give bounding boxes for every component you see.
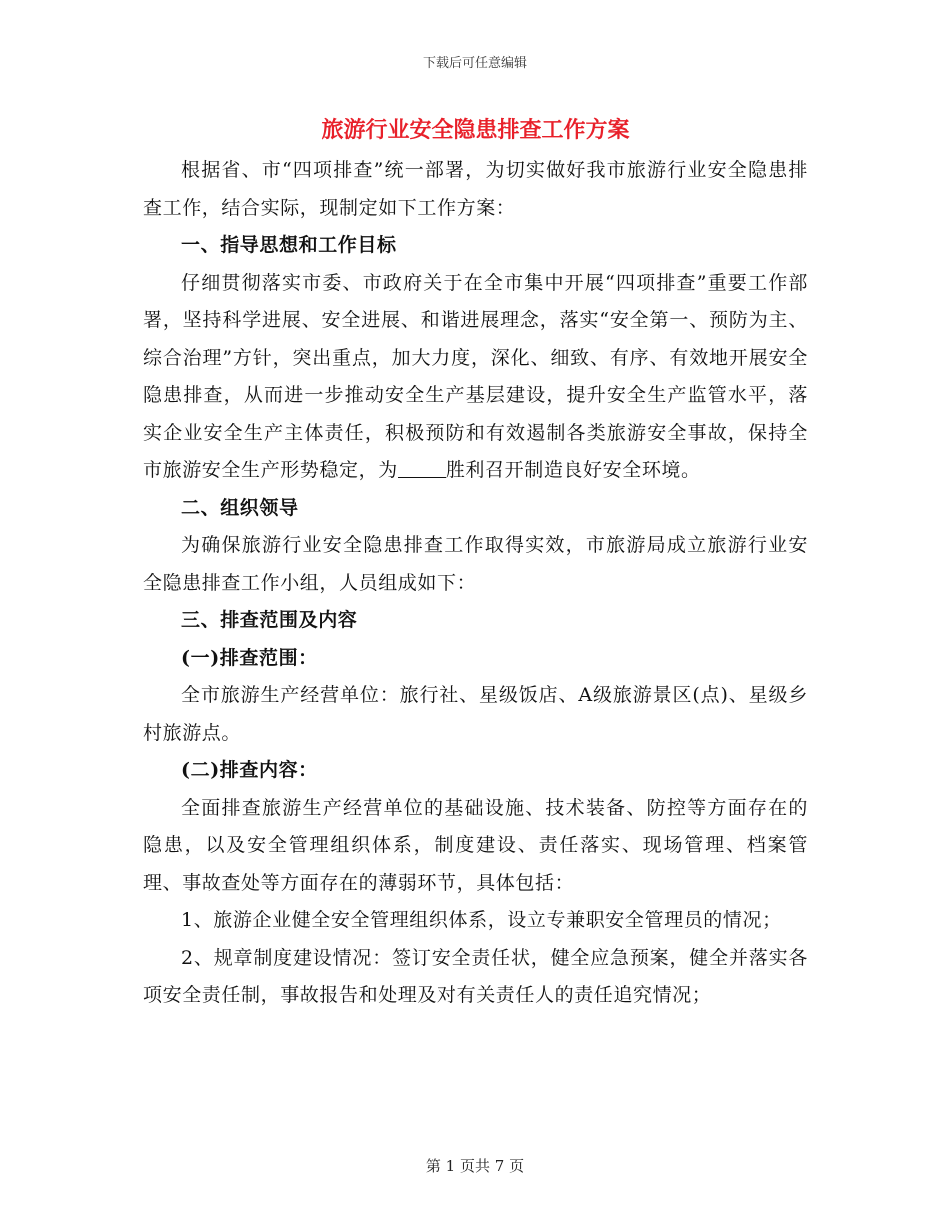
subsection-paragraph-content: 全面排查旅游生产经营单位的基础设施、技术装备、防控等方面存在的隐患，以及安全管理组织体系，制度建设、责任落实、现场管理、档案管理、事故查处等方面存在的薄弱环节，具体包括：	[143, 796, 808, 894]
document-title: 旅游行业安全隐患排查工作方案	[321, 117, 630, 143]
paragraph-text: 仔细贯彻落实市委、市政府关于在全市集中开展“四项排查”重要工作部署，坚持科学进展、安全进展、和谐进展理念，落实“安全第一、预防为主、综合治理”方针，突出重点，加大力度，深化、细致、有序、有效地开展安全隐患排查，从而进一步推动安全生产基层建设，提升安全生产监管水平，落实企业安全生产主体责任，积极预防和有效遏制各类旅游安全事故，保持全市旅游安全生产形势稳定，为	[143, 271, 808, 481]
section-heading-scope-content: 三、排查范围及内容	[181, 609, 358, 631]
paragraph-text: 胜利召开制造良好安全环境。	[445, 459, 701, 481]
document-body	[143, 110, 808, 1015]
section-paragraph-leadership: 为确保旅游行业安全隐患排查工作取得实效，市旅游局成立旅游行业安全隐患排查工作小组，人员组成如下：	[143, 534, 808, 594]
list-item: 2、规章制度建设情况：签订安全责任状，健全应急预案，健全并落实各项安全责任制，事故报告和处理及对有关责任人的责任追究情况；	[143, 946, 808, 1006]
intro-paragraph: 根据省、市“四项排查”统一部署，为切实做好我市旅游行业安全隐患排查工作，结合实际，现制定如下工作方案：	[143, 159, 808, 219]
list-item: 1、旅游企业健全安全管理组织体系，设立专兼职安全管理员的情况；	[181, 909, 782, 931]
page-number: 第 1 页共 7 页	[425, 1157, 525, 1175]
subsection-heading-content: (二)排查内容：	[181, 759, 318, 781]
section-paragraph-guiding-principles	[143, 265, 808, 490]
fill-in-blank	[398, 458, 446, 478]
page-header-note: 下载后可任意编辑	[422, 56, 527, 71]
subsection-paragraph-scope: 全市旅游生产经营单位：旅行社、星级饭店、A级旅游景区(点)、星级乡村旅游点。	[143, 684, 808, 744]
subsection-heading-scope: (一)排查范围：	[181, 646, 318, 669]
section-heading-leadership: 二、组织领导	[181, 496, 299, 519]
section-heading-guiding-principles: 一、指导思想和工作目标	[181, 234, 397, 256]
